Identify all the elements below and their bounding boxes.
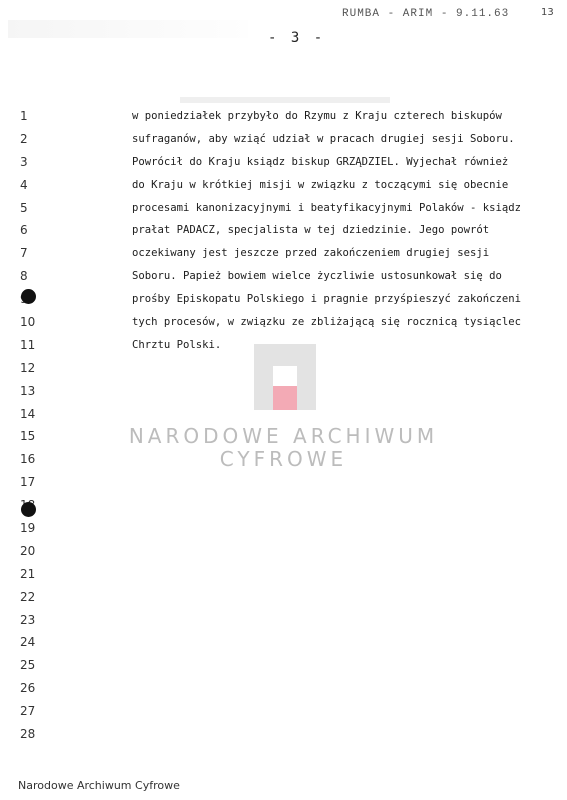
- line-number: 24: [20, 635, 36, 650]
- line-number: 21: [20, 566, 36, 581]
- archive-stamp: RUMBA - ARIM - 9.11.63: [342, 8, 510, 20]
- line-number: 13: [20, 383, 36, 398]
- logo-pink-block: [273, 386, 297, 410]
- line-number: 10: [20, 315, 36, 330]
- line-number: 7: [20, 246, 28, 261]
- line-number: 15: [20, 429, 36, 444]
- line-number: 27: [20, 704, 36, 719]
- archive-logo-icon: [254, 344, 316, 410]
- line-number: 12: [20, 360, 36, 375]
- line-number: 11: [20, 337, 36, 352]
- line-number: 19: [20, 521, 36, 536]
- line-number: 25: [20, 658, 36, 673]
- line-number: 16: [20, 452, 36, 467]
- text-line: prałat PADACZ, specjalista w tej dziedzinie. Jego powrót: [132, 224, 490, 237]
- text-line: procesami kanonizacyjnymi i beatyfikacyjnymi Polaków - ksiądz: [132, 201, 522, 214]
- text-line: Powrócił do Kraju ksiądz biskup GRZĄDZIEL. Wyjechał również: [132, 155, 509, 168]
- line-number: 2: [20, 131, 28, 146]
- text-line: oczekiwany jest jeszcze przed zakończeniem drugiej sesji: [132, 247, 490, 260]
- line-number: 20: [20, 543, 36, 558]
- line-number: 4: [20, 177, 28, 192]
- text-line: Soboru. Papież bowiem wielce życzliwie ustosunkował się do: [132, 270, 502, 283]
- line-number: 26: [20, 681, 36, 696]
- text-line: w poniedziałek przybyło do Rzymu z Kraju czterech biskupów: [132, 110, 502, 122]
- typed-body-text: [132, 105, 562, 357]
- page-number: - 3 -: [268, 30, 326, 46]
- line-number: 17: [20, 475, 36, 490]
- line-number: 3: [20, 154, 28, 169]
- line-number: 8: [20, 269, 28, 284]
- line-number: 6: [20, 223, 28, 238]
- punch-hole: [21, 502, 36, 517]
- page-marker: 13: [541, 7, 554, 18]
- line-number: 14: [20, 406, 36, 421]
- scan-artifact: [180, 97, 390, 103]
- punch-hole: [21, 289, 36, 304]
- logo-white-block: [273, 366, 297, 386]
- scan-artifact: [8, 20, 248, 38]
- text-line: Chrztu Polski.: [132, 338, 222, 351]
- line-number: 1: [20, 109, 28, 123]
- watermark-line-1: NARODOWE ARCHIWUM: [128, 424, 439, 448]
- line-number: 5: [20, 200, 28, 215]
- watermark-line-2: CYFROWE: [219, 447, 348, 471]
- footer-archive-label: Narodowe Archiwum Cyfrowe: [18, 779, 180, 792]
- text-line: sufraganów, aby wziąć udział w pracach drugiej sesji Soboru.: [132, 132, 515, 145]
- text-line: do Kraju w krótkiej misji w związku z toczącymi się obecnie: [132, 178, 509, 191]
- line-number: 23: [20, 612, 36, 627]
- line-number: 22: [20, 589, 36, 604]
- line-number: 28: [20, 727, 36, 742]
- text-line: tych procesów, w związku ze zbliżającą się rocznicą tysiąclec: [132, 316, 522, 329]
- text-line: prośby Episkopatu Polskiego i pragnie przyśpieszyć zakończeni: [132, 293, 522, 306]
